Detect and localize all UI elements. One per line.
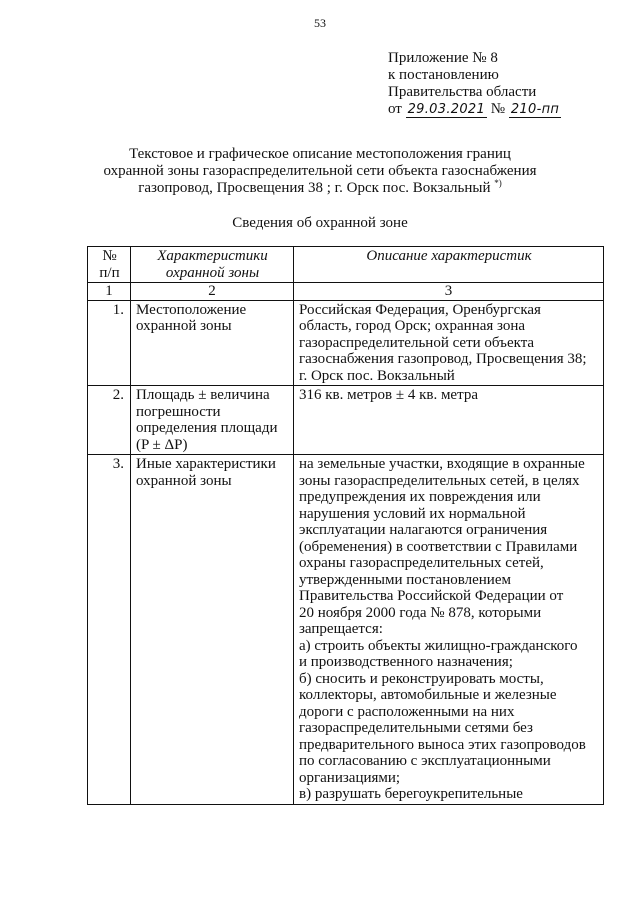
appendix-line-1: Приложение № 8 [388, 50, 498, 66]
row-description [294, 386, 604, 455]
description-line: запрещается: [299, 621, 383, 637]
description-line: коллекторы, автомобильные и железные [299, 687, 557, 703]
index-cell: 2 [131, 283, 294, 301]
characteristic-line: определения площади [136, 420, 278, 436]
table-row [88, 300, 604, 386]
section-subtitle: Сведения об охранной зоне [232, 215, 408, 231]
description-line: 316 кв. метров ± 4 кв. метра [299, 387, 478, 403]
description-line: дороги с расположенными на них [299, 703, 515, 720]
description-line: предупреждения их повреждения или [299, 489, 541, 505]
characteristic-line: охранной зоны [136, 472, 232, 489]
description-line: газоснабжения газопровод, Просвещения 38; [299, 351, 587, 367]
row-description [294, 455, 604, 805]
characteristic-line: погрешности [136, 403, 221, 420]
header-description: Описание характеристик [294, 247, 604, 283]
description-line: газораспределительными сетями без [299, 720, 533, 736]
characteristic-line: охранной зоны [136, 318, 232, 334]
appendix-line-3: Правительства области [388, 84, 537, 100]
row-number: 2. [88, 386, 131, 455]
description-line: нарушения условий их нормальной [299, 505, 526, 522]
description-line: в) разрушать берегоукрепительные [299, 786, 523, 802]
page-number: 53 [314, 16, 326, 30]
description-line: эксплуатации налагаются ограничения [299, 522, 548, 538]
description-line: г. Орск пос. Вокзальный [299, 367, 455, 384]
characteristic-line: (P ± ΔP) [136, 436, 188, 453]
title-line-3: газопровод, Просвещения 38 ; г. Орск пос. Вокзальный [138, 180, 491, 196]
document-title [60, 146, 580, 197]
footnote-mark: *) [494, 178, 502, 188]
appendix-block [388, 50, 628, 118]
description-line: организациями; [299, 769, 401, 786]
description-line: предварительного выноса этих газопроводов [299, 736, 586, 753]
description-line: зоны газораспределительных сетей, в целях [299, 472, 580, 489]
number-prefix: № [490, 101, 506, 117]
row-characteristic [131, 386, 294, 455]
index-cell: 1 [88, 283, 131, 301]
handwritten-number: 210-пп [510, 102, 560, 117]
description-line: и производственного назначения; [299, 654, 513, 670]
description-line: утвержденными постановлением [299, 571, 511, 588]
header-characteristic-line: Характеристики [157, 248, 268, 264]
title-line-3-wrap [60, 180, 580, 197]
handwritten-date: 29.03.2021 [407, 102, 486, 117]
header-num-line: п/п [99, 264, 120, 281]
appendix-date-line [388, 101, 628, 118]
characteristic-line: Иные характеристики [136, 456, 276, 472]
description-line: область, город Орск; охранная зона [299, 318, 526, 334]
header-num-line: № [102, 248, 117, 264]
characteristic-line: Местоположение [136, 301, 247, 318]
table-body [88, 300, 604, 804]
row-number: 3. [88, 455, 131, 805]
title-line-1: Текстовое и графическое описание местоположения границ [129, 146, 511, 162]
title-line-2: охранной зоны газораспределительной сети объекта газоснабжения [103, 163, 537, 179]
description-line: Российская Федерация, Оренбургская [299, 301, 541, 318]
appendix-line-2: к постановлению [388, 67, 499, 83]
header-row [88, 247, 604, 283]
header-characteristic [131, 247, 294, 283]
row-characteristic [131, 300, 294, 386]
description-line: по согласованию с эксплуатационными [299, 753, 551, 769]
date-prefix: от [388, 101, 402, 117]
zone-table [87, 246, 604, 805]
header-characteristic-line: охранной зоны [165, 264, 260, 281]
table-row [88, 386, 604, 455]
description-line: 20 ноября 2000 года № 878, которыми [299, 604, 542, 621]
index-row [88, 283, 604, 301]
description-line: Правительства Российской Федерации от [299, 588, 564, 604]
row-characteristic [131, 455, 294, 805]
description-line: (обременения) в соответствии с Правилами [299, 538, 578, 555]
description-line: а) строить объекты жилищно-гражданского [299, 637, 578, 654]
table-row [88, 455, 604, 805]
index-cell: 3 [294, 283, 604, 301]
description-line: на земельные участки, входящие в охранные [299, 456, 585, 472]
description-line: б) сносить и реконструировать мосты, [299, 670, 544, 687]
header-num [88, 247, 131, 283]
description-line: газораспределительной сети объекта [299, 334, 535, 351]
characteristic-line: Площадь ± величина [136, 387, 270, 403]
description-line: охраны газораспределительных сетей, [299, 555, 544, 571]
row-number: 1. [88, 300, 131, 386]
row-description [294, 300, 604, 386]
